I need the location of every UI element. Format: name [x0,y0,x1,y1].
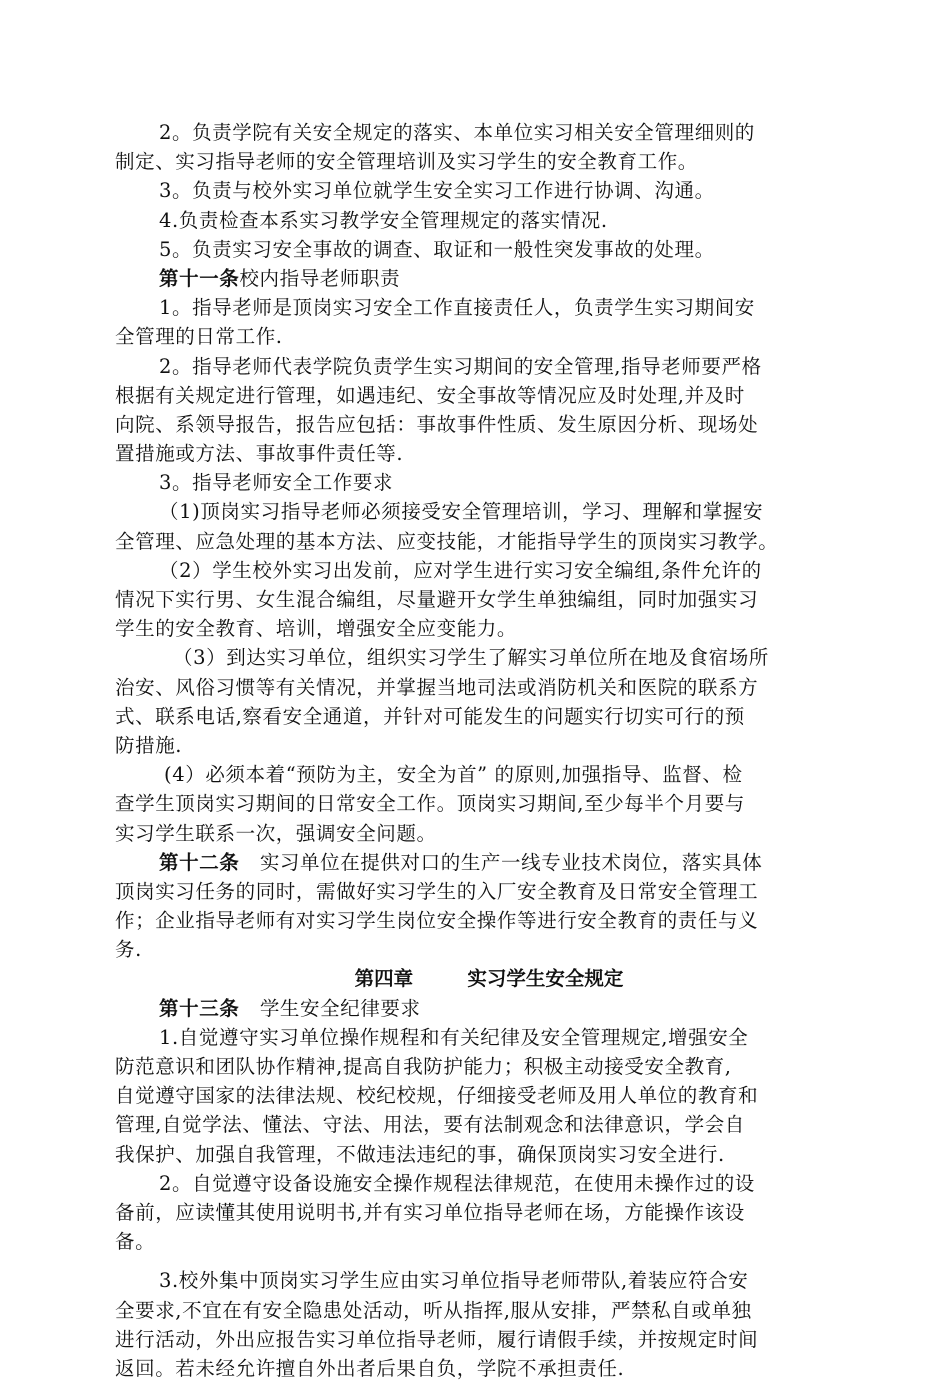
paragraph-line: 备前，应读懂其使用说明书,并有实习单位指导老师在场，方能操作该设 [115,1200,745,1224]
article-label: 第十二条 [159,850,240,874]
paragraph-line: 管理,自觉学法、懂法、守法、用法，要有法制观念和法律意识，学会自 [115,1113,745,1137]
paragraph-line: （2）学生校外实习出发前，应对学生进行实习安全编组,条件允许的 [159,558,762,582]
paragraph-line: 2。负责学院有关安全规定的落实、本单位实习相关安全管理细则的 [159,121,755,144]
document-page [115,118,843,1383]
paragraph-line: 1.自觉遵守实习单位操作规程和有关纪律及安全管理规定,增强安全 [159,1025,749,1049]
paragraph-line: 查学生顶岗实习期间的日常安全工作。顶岗实习期间,至少每半个月要与 [115,792,745,816]
paragraph-line: 3。负责与校外实习单位就学生安全实习工作进行协调、沟通。 [159,179,715,203]
paragraph-line: 我保护、加强自我管理，不做违法违纪的事，确保顶岗实习安全进行. [115,1142,725,1166]
paragraph-line: 作；企业指导老师有对实习学生岗位安全操作等进行安全教育的责任与义 [115,909,759,933]
paragraph-line: 返回。若未经允许擅自外出者后果自负，学院不承担责任. [115,1356,625,1380]
paragraph-line: 务. [115,938,142,962]
article-label: 第十三条 [159,996,240,1020]
article-heading [115,994,843,1023]
article-text: 实习单位在提供对口的生产一线专业技术岗位，落实具体 [259,850,763,874]
paragraph-line: 4.负责检查本系实习教学安全管理规定的落实情况. [159,208,608,232]
article-title: 学生安全纪律要求 [259,996,421,1020]
paragraph-line: 顶岗实习任务的同时，需做好实习学生的入厂安全教育及日常安全管理工 [115,879,759,903]
paragraph-line: (4）必须本着“预防为主，安全为首” 的原则,加强指导、监督、检 [164,763,743,787]
paragraph-line: 进行活动，外出应报告实习单位指导老师，履行请假手续，并按规定时间 [115,1327,759,1351]
paragraph-line: 情况下实行男、女生混合编组，尽量避开女学生单独编组，同时加强实习 [115,588,759,611]
paragraph-line: 备。 [115,1230,156,1254]
paragraph-line: 5。负责实习安全事故的调查、取证和一般性突发事故的处理。 [159,237,715,261]
paragraph-line: 全要求,不宜在有安全隐患处活动，听从指挥,服从安排，严禁私自或单独 [115,1298,752,1322]
paragraph-line: 自觉遵守国家的法律法规、校纪校规，仔细接受老师及用人单位的教育和 [115,1084,759,1108]
paragraph-line: 根据有关规定进行管理，如遇违纪、安全事故等情况应及时处理,并及时 [115,383,745,407]
paragraph-line: 防措施. [115,733,183,757]
paragraph-line: 学生的安全教育、培训，增强安全应变能力。 [115,617,518,641]
paragraph-line: 2。自觉遵守设备设施安全操作规程法律规范，在使用未操作过的设 [159,1171,755,1195]
article-heading [115,848,843,877]
chapter-title: 实习学生安全规定 [467,967,624,991]
paragraph-line: 全管理、应急处理的基本方法、应变技能，才能指导学生的顶岗实习教学。 [115,529,779,553]
paragraph-line: 全管理的日常工作. [115,325,283,349]
paragraph-line: 式、联系电话,察看安全通道，并针对可能发生的问题实行切实可行的预 [115,704,745,728]
article-title: 校内指导老师职责 [239,266,401,290]
paragraph-line: 置措施或方法、事故事件责任等. [115,442,404,466]
paragraph-line: （3）到达实习单位，组织实习学生了解实习单位所在地及食宿场所 [173,646,769,670]
paragraph-line: 3。指导老师安全工作要求 [159,471,394,495]
paragraph-line: 1。指导老师是顶岗实习安全工作直接责任人，负责学生实习期间安 [159,296,755,320]
article-label: 第十一条 [159,266,240,290]
chapter-label: 第四章 [354,967,414,991]
paragraph-line: 治安、风俗习惯等有关情况，并掌握当地司法或消防机关和医院的联系方 [115,675,759,699]
paragraph-line: 制定、实习指导老师的安全管理培训及实习学生的安全教育工作。 [115,150,698,174]
paragraph-gap [115,1256,843,1266]
paragraph-line: （1)顶岗实习指导老师必须接受安全管理培训，学习、理解和掌握安 [159,500,764,524]
paragraph-line: 向院、系领导报告，报告应包括：事故事件性质、发生原因分析、现场处 [115,412,759,436]
paragraph-line: 2。指导老师代表学院负责学生实习期间的安全管理,指导老师要严格 [159,354,762,378]
paragraph-line: 实习学生联系一次，强调安全问题。 [115,821,437,845]
article-heading [115,264,843,293]
chapter-heading [115,964,843,993]
paragraph-line: 3.校外集中顶岗实习学生应由实习单位指导老师带队,着装应符合安 [159,1269,749,1293]
paragraph-line: 防范意识和团队协作精神,提高自我防护能力；积极主动接受安全教育, [115,1055,732,1078]
